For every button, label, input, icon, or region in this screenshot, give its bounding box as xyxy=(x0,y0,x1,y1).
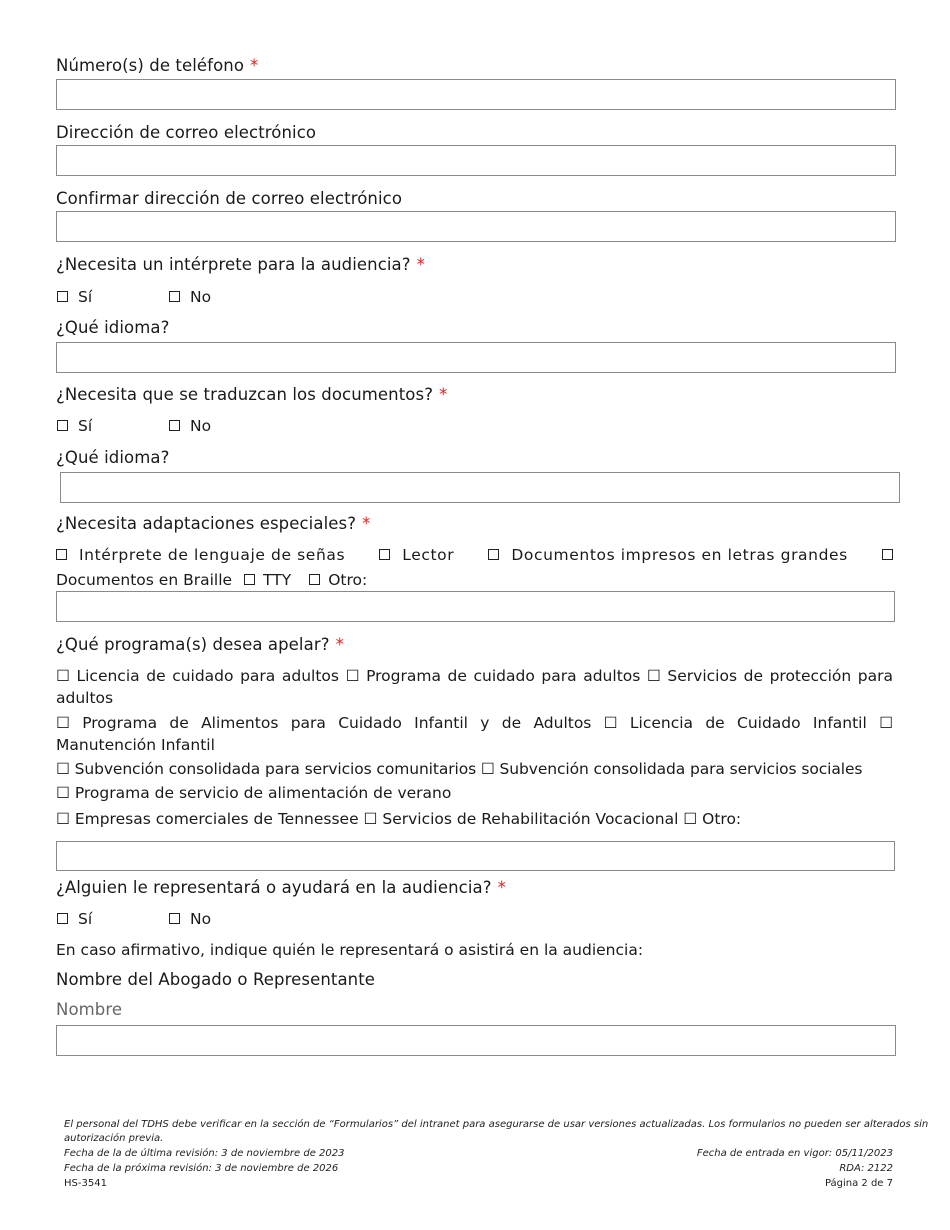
interpreter-yes-checkbox[interactable] xyxy=(57,291,68,302)
translation-language-input[interactable] xyxy=(60,472,900,503)
opt-other[interactable] xyxy=(309,571,367,589)
required-marker: * xyxy=(250,56,259,75)
translation-question-text: ¿Necesita que se traduzcan los documentos? xyxy=(56,385,434,404)
interpreter-yes-option[interactable] xyxy=(57,288,92,306)
opt-large-print[interactable] xyxy=(488,546,847,564)
representation-no-option[interactable] xyxy=(169,910,211,928)
programs-line-4: Manutención Infantil xyxy=(56,736,215,754)
translation-no-checkbox[interactable] xyxy=(169,420,180,431)
programs-line-3[interactable]: ☐ Programa de Alimentos para Cuidado Infantil y de Adultos ☐ Licencia de Cuidado Infantil ☐ xyxy=(56,714,893,732)
large-print-label: Documentos impresos en letras grandes xyxy=(511,546,848,564)
programs-line-1[interactable]: ☐ Licencia de cuidado para adultos ☐ Programa de cuidado para adultos ☐ Servicios de protección para xyxy=(56,667,893,685)
attorney-label: Nombre del Abogado o Representante xyxy=(56,970,376,989)
representation-no-label: No xyxy=(190,910,212,928)
representation-yes-checkbox[interactable] xyxy=(57,913,68,924)
translation-yes-label: Sí xyxy=(78,417,93,435)
reader-checkbox[interactable] xyxy=(379,549,390,560)
translation-question xyxy=(56,385,447,404)
confirm-email-label: Confirmar dirección de correo electrónico xyxy=(56,189,403,208)
footer-notice-1: El personal del TDHS debe verificar en la sección de “Formularios” del intranet para asegurarse de usar versiones actualizadas. Los formularios no pueden ser alterados sin xyxy=(64,1119,929,1130)
representation-yes-option[interactable] xyxy=(57,910,92,928)
interpreter-question-text: ¿Necesita un intérprete para la audiencia? xyxy=(56,255,411,274)
phone-label-text: Número(s) de teléfono xyxy=(56,56,245,75)
programs-question-text: ¿Qué programa(s) desea apelar? xyxy=(56,635,330,654)
representation-no-checkbox[interactable] xyxy=(169,913,180,924)
other-program-input[interactable] xyxy=(56,841,895,871)
interpreter-language-label: ¿Qué idioma? xyxy=(56,318,170,337)
translation-yes-option[interactable] xyxy=(57,417,92,435)
footer-next-revision: Fecha de la próxima revisión: 3 de noviembre de 2026 xyxy=(64,1163,339,1174)
other-accommodation-checkbox[interactable] xyxy=(309,574,320,585)
reader-label: Lector xyxy=(402,546,455,564)
sign-language-checkbox[interactable] xyxy=(56,549,67,560)
translation-no-option[interactable] xyxy=(169,417,211,435)
programs-line-6[interactable]: ☐ Programa de servicio de alimentación de verano xyxy=(56,784,452,802)
required-marker: * xyxy=(362,514,371,533)
other-accommodation-label: Otro: xyxy=(328,571,368,589)
translation-yes-checkbox[interactable] xyxy=(57,420,68,431)
braille-checkbox[interactable] xyxy=(882,549,893,560)
representation-question-text: ¿Alguien le representará o ayudará en la audiencia? xyxy=(56,878,492,897)
opt-sign-language[interactable] xyxy=(56,546,345,564)
tty-label: TTY xyxy=(263,571,292,589)
accommodations-row-2 xyxy=(56,571,367,589)
footer-rda: RDA: 2122 xyxy=(839,1163,893,1174)
interpreter-no-checkbox[interactable] xyxy=(169,291,180,302)
accommodations-question-text: ¿Necesita adaptaciones especiales? xyxy=(56,514,357,533)
footer-last-revision: Fecha de la de última revisión: 3 de noviembre de 2023 xyxy=(64,1148,345,1159)
email-input[interactable] xyxy=(56,145,896,176)
interpreter-yes-label: Sí xyxy=(78,288,93,306)
representation-question xyxy=(56,878,506,897)
braille-label: Documentos en Braille xyxy=(56,571,233,589)
interpreter-no-label: No xyxy=(190,288,212,306)
phone-label xyxy=(56,56,258,75)
large-print-checkbox[interactable] xyxy=(488,549,499,560)
phone-input[interactable] xyxy=(56,79,896,110)
required-marker: * xyxy=(335,635,344,654)
tty-checkbox[interactable] xyxy=(244,574,255,585)
programs-line-7[interactable]: ☐ Empresas comerciales de Tennessee ☐ Servicios de Rehabilitación Vocacional ☐ Otro: xyxy=(56,810,742,828)
interpreter-no-option[interactable] xyxy=(169,288,211,306)
footer-page-number: Página 2 de 7 xyxy=(824,1178,893,1189)
required-marker: * xyxy=(497,878,506,897)
confirm-email-input[interactable] xyxy=(56,211,896,242)
name-label: Nombre xyxy=(56,1000,123,1019)
programs-line-5[interactable]: ☐ Subvención consolidada para servicios comunitarios ☐ Subvención consolidada para servicios sociales xyxy=(56,760,863,778)
programs-question xyxy=(56,635,344,654)
required-marker: * xyxy=(439,385,448,404)
representation-yes-label: Sí xyxy=(78,910,93,928)
required-marker: * xyxy=(416,255,425,274)
interpreter-language-input[interactable] xyxy=(56,342,896,373)
footer-effective-date: Fecha de entrada en vigor: 05/11/2023 xyxy=(696,1148,893,1159)
opt-reader[interactable] xyxy=(379,546,454,564)
representation-note: En caso afirmativo, indique quién le representará o asistirá en la audiencia: xyxy=(56,941,644,959)
representative-name-input[interactable] xyxy=(56,1025,896,1056)
footer-notice-2: autorización previa. xyxy=(64,1133,164,1144)
sign-language-label: Intérprete de lenguaje de señas xyxy=(79,546,346,564)
interpreter-question xyxy=(56,255,425,274)
opt-tty[interactable] xyxy=(244,571,291,589)
other-accommodation-input[interactable] xyxy=(56,591,895,622)
email-label: Dirección de correo electrónico xyxy=(56,123,317,142)
translation-no-label: No xyxy=(190,417,212,435)
programs-line-2: adultos xyxy=(56,689,114,707)
translation-language-label: ¿Qué idioma? xyxy=(56,448,170,467)
accommodations-question xyxy=(56,514,370,533)
accommodations-row-1 xyxy=(56,546,893,564)
footer-form-id: HS-3541 xyxy=(64,1178,107,1189)
